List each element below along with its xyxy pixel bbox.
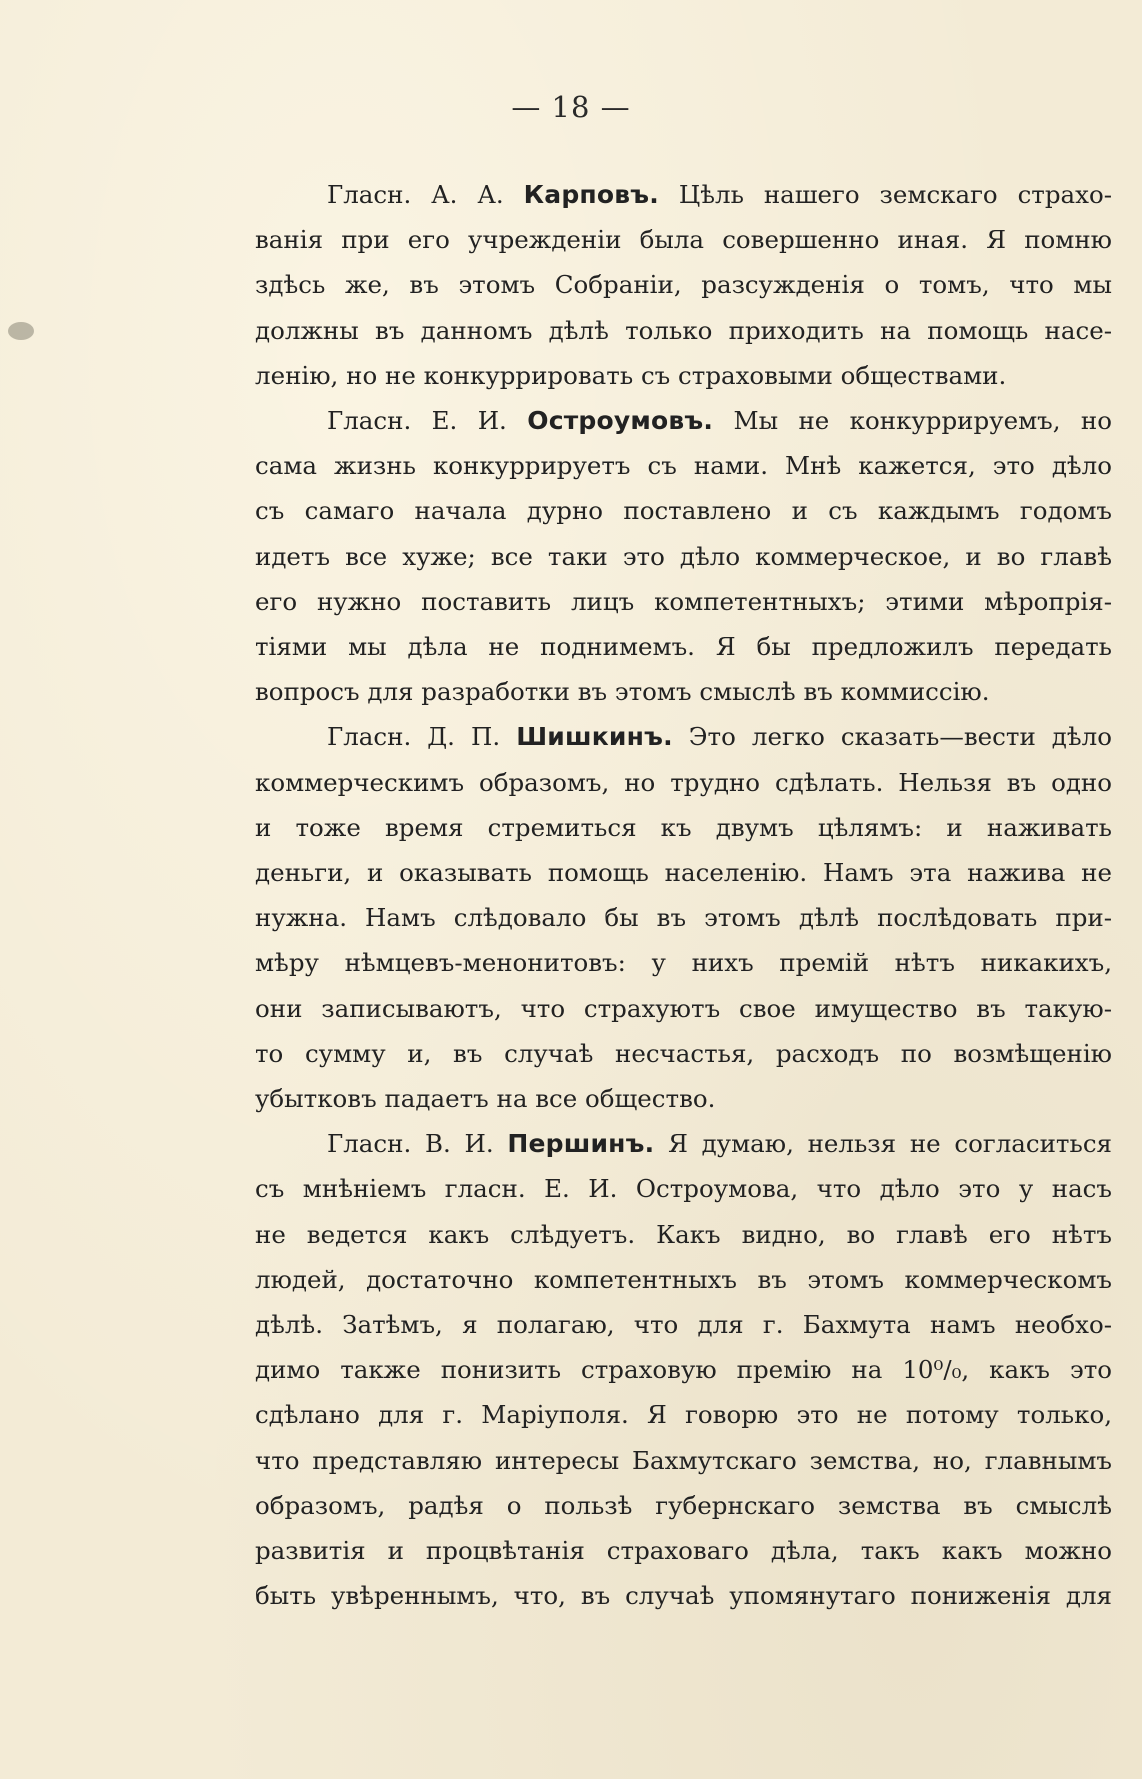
speaker-name: Першинъ. [507,1129,655,1159]
paragraph-karpov [255,172,1112,398]
text-line: убытковъ падаетъ на все общество. [255,1084,716,1114]
text-line: съ самаго начала дурно поставлено и съ каждымъ годомъ [255,496,1112,526]
line-text: Мы не конкуррируемъ, но [713,406,1113,436]
text-line: мѣру нѣмцевъ-менонитовъ: у нихъ премій нѣтъ никакихъ, [255,948,1112,978]
text-line: быть увѣреннымъ, что, въ случаѣ упомянутаго пониженія для [255,1581,1112,1611]
speaker-name: Карповъ. [523,180,659,209]
text-line: димо также понизить страховую премію на 10⁰/₀, какъ это [255,1355,1112,1385]
speaker-title: Гласн. В. И. [327,1129,508,1159]
ink-smudge [8,322,34,340]
text-line: вопросъ для разработки въ этомъ смыслѣ въ коммиссію. [255,677,990,707]
text-line: ленію, но не конкуррировать съ страховыми обществами. [255,360,1007,390]
line-text: Я думаю, нельзя не согласиться [654,1129,1112,1159]
speaker-name: Остроумовъ. [527,406,714,436]
text-line: деньги, и оказывать помощь населенію. Намъ эта нажива не [255,858,1112,888]
speaker-title: Гласн. А. А. [327,180,524,209]
text-line [255,172,1112,217]
text-line: образомъ, радѣя о пользѣ губернскаго земства въ смыслѣ [255,1490,1112,1520]
text-line: тіями мы дѣла не поднимемъ. Я бы предложилъ передать [255,632,1112,662]
text-line: развитія и процвѣтанія страховаго дѣла, такъ какъ можно [255,1536,1112,1566]
paragraph-pershin [255,1121,1112,1618]
text-line: сдѣлано для г. Маріуполя. Я говорю это не потому только, [255,1400,1112,1430]
text-line: ванія при его учрежденіи была совершенно иная. Я помню [255,225,1112,255]
line-text: Цѣль нашего земскаго страхо- [658,180,1112,209]
text-line: то сумму и, въ случаѣ несчастья, расходъ по возмѣщенію [255,1038,1112,1068]
paragraph-shishkin [255,714,1112,1121]
text-line: здѣсь же, въ этомъ Собраніи, разсужденія о томъ, что мы [255,270,1112,300]
speaker-title: Гласн. Е. И. [327,406,528,436]
page-number: — 18 — [511,90,631,124]
paragraph-ostroumov [255,398,1112,714]
text-line: его нужно поставить лицъ компетентныхъ; этими мѣропрія- [255,586,1112,616]
text-line: сама жизнь конкуррируетъ съ нами. Мнѣ кажется, это дѣло [255,451,1112,481]
text-line: людей, достаточно компетентныхъ въ этомъ коммерческомъ [255,1264,1112,1294]
text-line [255,1121,1112,1166]
text-line: съ мнѣніемъ гласн. Е. И. Остроумова, что дѣло это у насъ [255,1174,1112,1204]
text-line: коммерческимъ образомъ, но трудно сдѣлать. Нельзя въ одно [255,767,1112,797]
body-text [255,172,1112,1619]
text-line: и тоже время стремиться къ двумъ цѣлямъ: и наживать [255,812,1112,842]
text-line: не ведется какъ слѣдуетъ. Какъ видно, во главѣ его нѣтъ [255,1219,1112,1249]
text-line: дѣлѣ. Затѣмъ, я полагаю, что для г. Бахмута намъ необхо- [255,1310,1112,1340]
text-line: они записываютъ, что страхуютъ свое имущество въ такую- [255,993,1112,1023]
text-line: что представляю интересы Бахмутскаго земства, но, главнымъ [255,1445,1112,1475]
text-line: нужна. Намъ слѣдовало бы въ этомъ дѣлѣ послѣдовать при- [255,903,1112,933]
speaker-title: Гласн. Д. П. [327,722,517,752]
text-line: должны въ данномъ дѣлѣ только приходить на помощь насе- [255,315,1112,345]
speaker-name: Шишкинъ. [516,722,673,752]
line-text: Это легко сказать—вести дѣло [672,722,1112,752]
text-line [255,398,1112,443]
text-line: идетъ все хуже; все таки это дѣло коммерческое, и во главѣ [255,541,1112,571]
text-line [255,714,1112,759]
